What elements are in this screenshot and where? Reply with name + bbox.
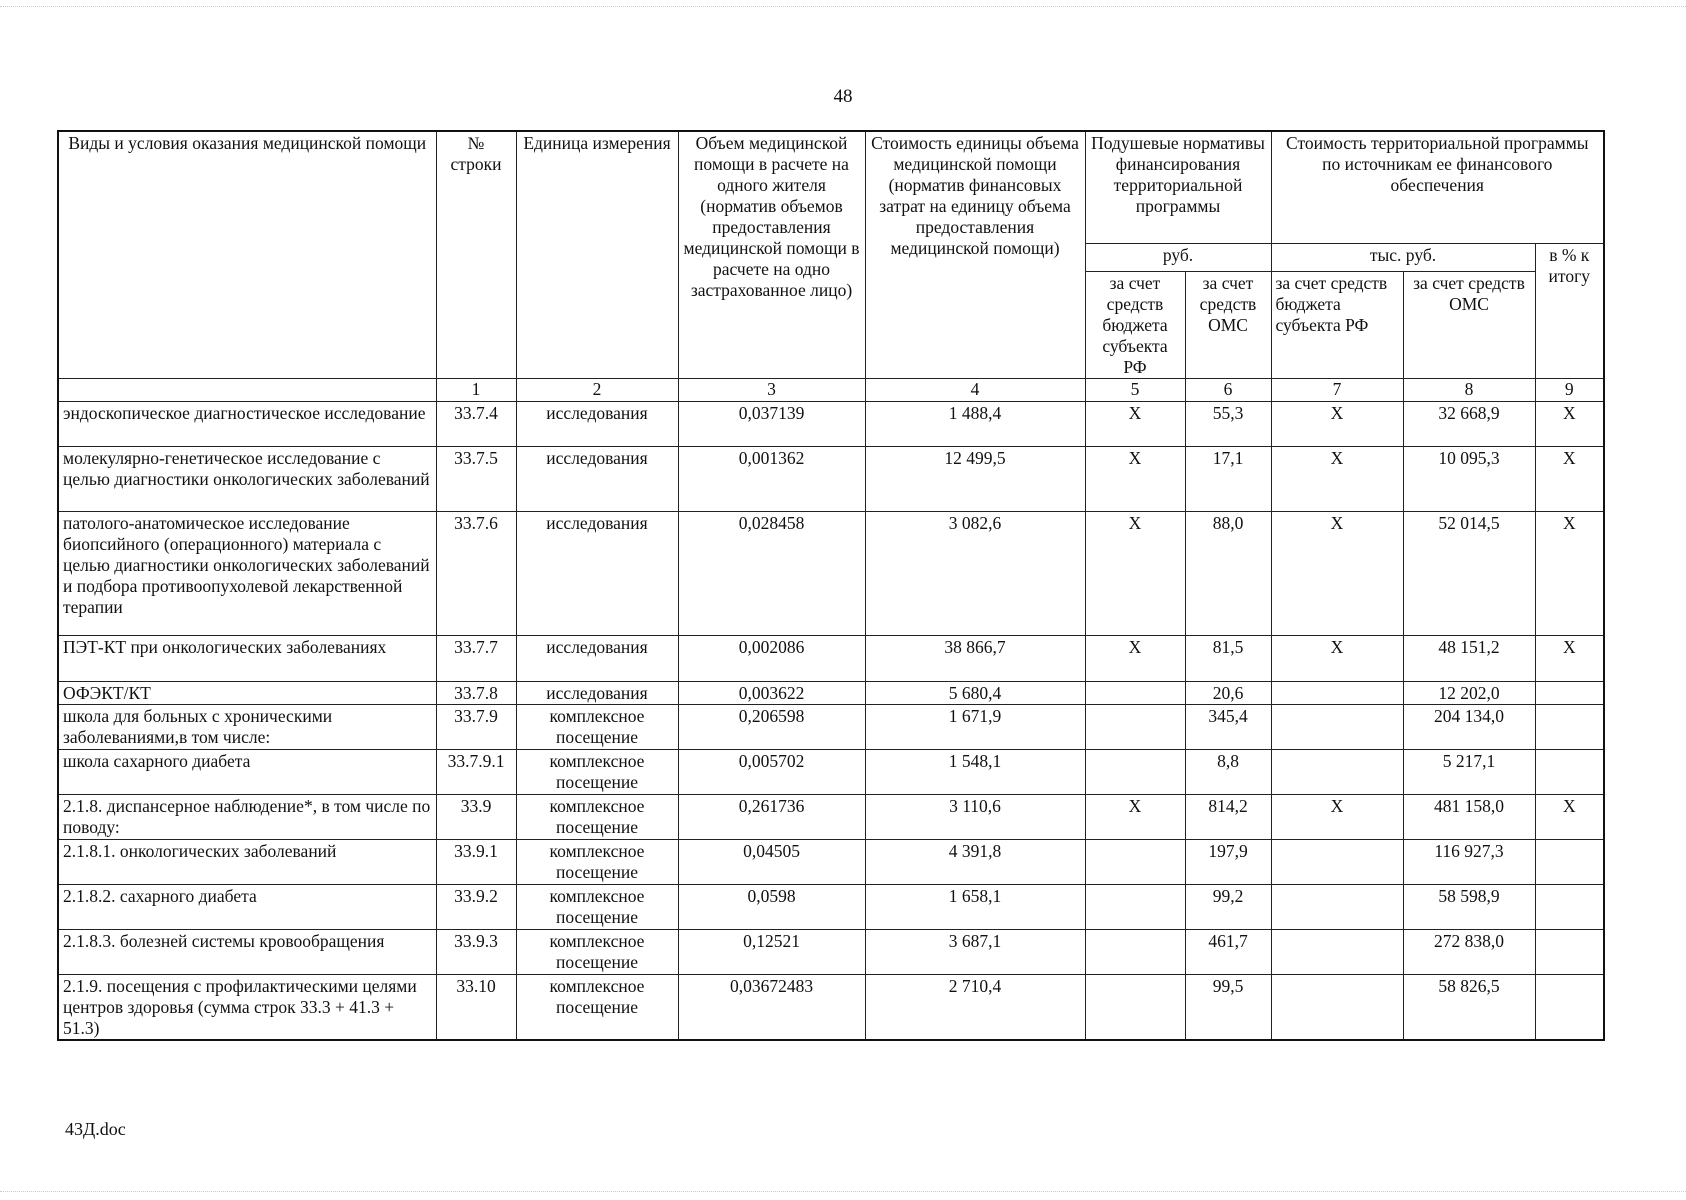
column-number: 8 (1403, 378, 1535, 401)
row-name: молекулярно-генетическое исследование с целью диагностики онкологических заболеваний (58, 446, 436, 511)
row-budget-per-capita: X (1085, 794, 1185, 839)
row-unit: комплексное посещение (516, 974, 678, 1040)
table-row (58, 929, 1604, 974)
row-oms-per-capita: 99,5 (1185, 974, 1271, 1040)
row-unit: исследования (516, 446, 678, 511)
row-number: 33.10 (436, 974, 516, 1040)
row-budget-total (1271, 884, 1403, 929)
column-number: 4 (865, 378, 1085, 401)
row-volume: 0,003622 (678, 681, 865, 704)
row-unit: комплексное посещение (516, 884, 678, 929)
table-row (58, 974, 1604, 1040)
row-percent: X (1535, 635, 1604, 681)
row-volume: 0,002086 (678, 635, 865, 681)
row-number: 33.9 (436, 794, 516, 839)
scan-edge-top (0, 6, 1686, 7)
row-oms-per-capita: 461,7 (1185, 929, 1271, 974)
row-name: эндоскопическое диагностическое исследование (58, 401, 436, 446)
table-row (58, 884, 1604, 929)
row-budget-per-capita: X (1085, 511, 1185, 635)
row-unit-cost: 12 499,5 (865, 446, 1085, 511)
row-unit-cost: 1 488,4 (865, 401, 1085, 446)
table-row (58, 704, 1604, 749)
row-volume: 0,028458 (678, 511, 865, 635)
header-thousand-rub: тыс. руб. (1271, 243, 1535, 271)
row-unit-cost: 38 866,7 (865, 635, 1085, 681)
scan-edge-bottom (0, 1191, 1686, 1192)
row-oms-total: 116 927,3 (1403, 839, 1535, 884)
row-percent: X (1535, 401, 1604, 446)
table-row (58, 446, 1604, 511)
row-unit: исследования (516, 635, 678, 681)
row-unit: комплексное посещение (516, 929, 678, 974)
row-oms-total: 48 151,2 (1403, 635, 1535, 681)
row-oms-total: 12 202,0 (1403, 681, 1535, 704)
row-budget-per-capita (1085, 974, 1185, 1040)
row-budget-per-capita: X (1085, 635, 1185, 681)
header-unit-cost: Стоимость единицы объема медицинской помощи (норматив финансовых затрат на единицу объема предоставления медицинской помощи) (865, 131, 1085, 378)
table-row (58, 401, 1604, 446)
row-percent (1535, 974, 1604, 1040)
row-oms-per-capita: 88,0 (1185, 511, 1271, 635)
row-unit: исследования (516, 511, 678, 635)
header-budget-per-capita: за счет средств бюджета субъекта РФ (1085, 271, 1185, 378)
column-number: 9 (1535, 378, 1604, 401)
row-number: 33.9.2 (436, 884, 516, 929)
row-percent: X (1535, 511, 1604, 635)
header-program-cost: Стоимость территориальной программы по источникам ее финансового обеспечения (1271, 131, 1604, 243)
row-budget-total (1271, 974, 1403, 1040)
row-budget-per-capita (1085, 681, 1185, 704)
row-budget-per-capita (1085, 749, 1185, 794)
row-oms-per-capita: 814,2 (1185, 794, 1271, 839)
row-unit: комплексное посещение (516, 704, 678, 749)
document-filename: 43Д.doc (65, 1119, 126, 1139)
row-unit: исследования (516, 401, 678, 446)
table-row (58, 681, 1604, 704)
column-number: 5 (1085, 378, 1185, 401)
row-oms-total: 52 014,5 (1403, 511, 1535, 635)
column-number: 7 (1271, 378, 1403, 401)
row-unit-cost: 1 548,1 (865, 749, 1085, 794)
row-number: 33.7.8 (436, 681, 516, 704)
row-volume: 0,04505 (678, 839, 865, 884)
row-number: 33.7.6 (436, 511, 516, 635)
row-oms-total: 10 095,3 (1403, 446, 1535, 511)
row-oms-total: 5 217,1 (1403, 749, 1535, 794)
row-volume: 0,261736 (678, 794, 865, 839)
row-budget-total (1271, 929, 1403, 974)
row-budget-per-capita (1085, 884, 1185, 929)
row-volume: 0,12521 (678, 929, 865, 974)
row-number: 33.7.9.1 (436, 749, 516, 794)
row-percent (1535, 929, 1604, 974)
row-budget-total: X (1271, 511, 1403, 635)
header-unit: Единица измерения (516, 131, 678, 378)
row-volume: 0,206598 (678, 704, 865, 749)
row-number: 33.7.4 (436, 401, 516, 446)
row-oms-per-capita: 20,6 (1185, 681, 1271, 704)
row-name: 2.1.9. посещения с профилактическими целями центров здоровья (сумма строк 33.3 + 41.3 + 51.3) (58, 974, 436, 1040)
row-name: 2.1.8.3. болезней системы кровообращения (58, 929, 436, 974)
row-oms-per-capita: 99,2 (1185, 884, 1271, 929)
row-oms-per-capita: 8,8 (1185, 749, 1271, 794)
row-budget-total (1271, 681, 1403, 704)
row-percent: X (1535, 446, 1604, 511)
table-row (58, 794, 1604, 839)
table-row (58, 635, 1604, 681)
row-oms-per-capita: 55,3 (1185, 401, 1271, 446)
header-rub: руб. (1085, 243, 1271, 271)
row-unit-cost: 4 391,8 (865, 839, 1085, 884)
row-budget-total (1271, 704, 1403, 749)
row-volume: 0,03672483 (678, 974, 865, 1040)
row-oms-total: 58 826,5 (1403, 974, 1535, 1040)
row-name: ОФЭКТ/КТ (58, 681, 436, 704)
row-name: 2.1.8. диспансерное наблюдение*, в том числе по поводу: (58, 794, 436, 839)
row-percent (1535, 704, 1604, 749)
row-percent (1535, 749, 1604, 794)
column-number: 1 (436, 378, 516, 401)
row-percent (1535, 884, 1604, 929)
row-number: 33.7.9 (436, 704, 516, 749)
row-oms-total: 204 134,0 (1403, 704, 1535, 749)
row-number: 33.9.3 (436, 929, 516, 974)
row-budget-total (1271, 839, 1403, 884)
row-unit: комплексное посещение (516, 839, 678, 884)
column-number: 3 (678, 378, 865, 401)
row-budget-total (1271, 749, 1403, 794)
row-name: школа сахарного диабета (58, 749, 436, 794)
row-budget-total: X (1271, 794, 1403, 839)
row-unit: комплексное посещение (516, 749, 678, 794)
row-name: 2.1.8.1. онкологических заболеваний (58, 839, 436, 884)
header-per-capita: Подушевые нормативы финансирования территориальной программы (1085, 131, 1271, 243)
row-name: школа для больных с хроническими заболеваниями,в том числе: (58, 704, 436, 749)
row-name: ПЭТ-КТ при онкологических заболеваниях (58, 635, 436, 681)
row-number: 33.9.1 (436, 839, 516, 884)
row-unit-cost: 3 687,1 (865, 929, 1085, 974)
row-oms-per-capita: 81,5 (1185, 635, 1271, 681)
row-percent: X (1535, 794, 1604, 839)
row-number: 33.7.5 (436, 446, 516, 511)
row-unit-cost: 3 082,6 (865, 511, 1085, 635)
table-row (58, 511, 1604, 635)
row-oms-per-capita: 197,9 (1185, 839, 1271, 884)
header-percent-of-total: в % к итогу (1535, 243, 1604, 378)
header-oms-per-capita: за счет средств ОМС (1185, 271, 1271, 378)
row-unit: комплексное посещение (516, 794, 678, 839)
row-budget-per-capita (1085, 839, 1185, 884)
header-oms-total: за счет средств ОМС (1403, 271, 1535, 378)
row-oms-total: 58 598,9 (1403, 884, 1535, 929)
row-percent (1535, 839, 1604, 884)
row-oms-per-capita: 345,4 (1185, 704, 1271, 749)
row-name: 2.1.8.2. сахарного диабета (58, 884, 436, 929)
row-budget-per-capita: X (1085, 401, 1185, 446)
header-budget-total: за счет средств бюджета субъекта РФ (1271, 271, 1403, 378)
row-unit-cost: 3 110,6 (865, 794, 1085, 839)
header-row-number: № строки (436, 131, 516, 378)
row-unit-cost: 5 680,4 (865, 681, 1085, 704)
column-number: 2 (516, 378, 678, 401)
row-budget-total: X (1271, 401, 1403, 446)
column-number-row (58, 378, 1604, 401)
column-number: 6 (1185, 378, 1271, 401)
column-number-empty (58, 378, 436, 401)
row-unit-cost: 1 658,1 (865, 884, 1085, 929)
row-volume: 0,0598 (678, 884, 865, 929)
row-volume: 0,005702 (678, 749, 865, 794)
row-budget-per-capita (1085, 704, 1185, 749)
header-volume: Объем медицинской помощи в расчете на одного жителя (норматив объемов предоставления медицинской помощи в расчете на одно застрахованное лицо) (678, 131, 865, 378)
row-oms-total: 32 668,9 (1403, 401, 1535, 446)
row-name: патолого-анатомическое исследование биопсийного (операционного) материала с целью диагностики онкологических заболеваний и подбора противоопухолевой лекарственной терапии (58, 511, 436, 635)
row-volume: 0,037139 (678, 401, 865, 446)
header-type: Виды и условия оказания медицинской помощи (58, 131, 436, 378)
table-row (58, 749, 1604, 794)
row-unit-cost: 1 671,9 (865, 704, 1085, 749)
row-budget-total: X (1271, 635, 1403, 681)
row-unit: исследования (516, 681, 678, 704)
row-percent (1535, 681, 1604, 704)
row-budget-total: X (1271, 446, 1403, 511)
page-number: 48 (833, 86, 853, 107)
row-volume: 0,001362 (678, 446, 865, 511)
row-number: 33.7.7 (436, 635, 516, 681)
row-oms-total: 481 158,0 (1403, 794, 1535, 839)
row-budget-per-capita (1085, 929, 1185, 974)
row-oms-per-capita: 17,1 (1185, 446, 1271, 511)
medical-care-cost-table (57, 130, 1605, 1041)
row-oms-total: 272 838,0 (1403, 929, 1535, 974)
row-budget-per-capita: X (1085, 446, 1185, 511)
table-row (58, 839, 1604, 884)
row-unit-cost: 2 710,4 (865, 974, 1085, 1040)
